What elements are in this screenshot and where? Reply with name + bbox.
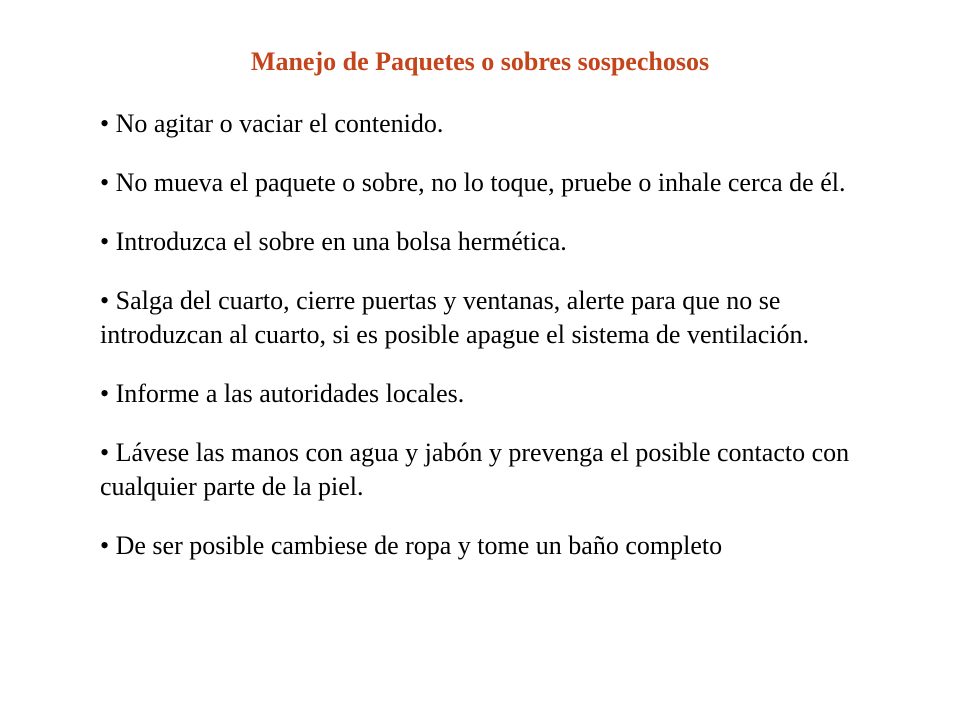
bullet-item: • No agitar o vaciar el contenido. — [100, 109, 444, 138]
bullet-item: • Salga del cuarto, cierre puertas y ventanas, alerte para que no se introduzcan al cuarto, si es posible apague el sistema de ventilación. — [100, 286, 809, 349]
bullet-item: • No mueva el paquete o sobre, no lo toque, pruebe o inhale cerca de él. — [100, 168, 846, 197]
bullet-list — [100, 107, 860, 588]
bullet-item: • De ser posible cambiese de ropa y tome un baño completo — [100, 531, 723, 560]
slide-title: Manejo de Paquetes o sobres sospechosos — [250, 47, 710, 76]
bullet-item: • Introduzca el sobre en una bolsa hermética. — [100, 227, 567, 256]
bullet-item: • Lávese las manos con agua y jabón y prevenga el posible contacto con cualquier parte de la piel. — [100, 438, 850, 501]
bullet-item: • Informe a las autoridades locales. — [100, 379, 465, 408]
